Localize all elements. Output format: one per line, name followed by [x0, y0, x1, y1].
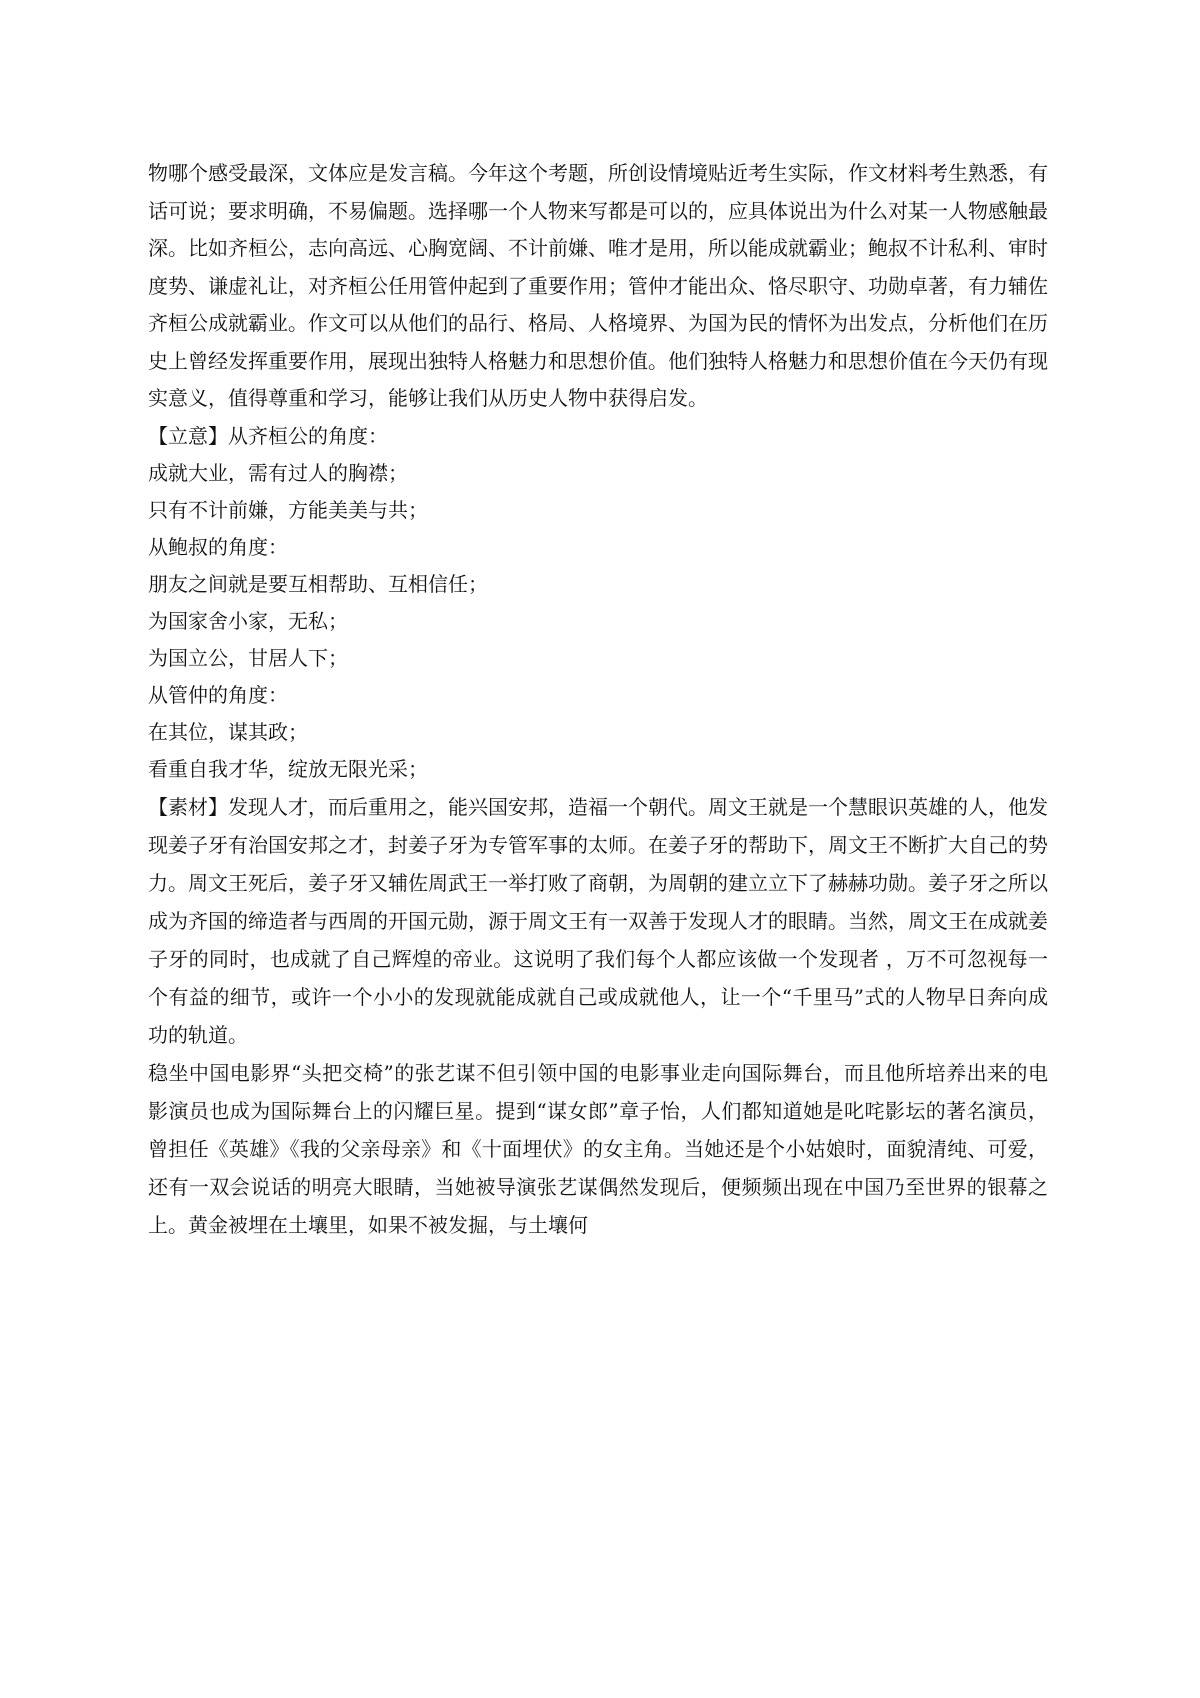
document-page: [148, 155, 1048, 1244]
liyi-subheading-baoshu: 从鲍叔的角度：: [148, 534, 288, 559]
liyi-heading: 【立意】从齐桓公的角度：: [148, 423, 388, 448]
liyi-line: 成就大业，需有过人的胸襟；: [148, 460, 408, 485]
liyi-line: 在其位，谋其政；: [148, 719, 308, 744]
sucai-paragraph-1: 【素材】发现人才，而后重用之，能兴国安邦，造福一个朝代。周文王就是一个慧眼识英雄的人，他发现姜子牙有治国安邦之才，封姜子牙为专管军事的太师。在姜子牙的帮助下，周文王不断扩大自己的势力。周文王死后，姜子牙又辅佐周武王一举打败了商朝，为周朝的建立立下了赫赫功勋。姜子牙之所以成为齐国的缔造者与西周的开国元勋，源于周文王有一双善于发现人才的眼睛。当然，周文王在成就姜子牙的同时，也成就了自己辉煌的帝业。这说明了我们每个人都应该做一个发现者 ，万不可忽视每一个有益的细节，或许一个小小的发现就能成就自己或成就他人，让一个“千里马”式的人物早日奔向成功的轨道。: [148, 794, 1048, 1047]
liyi-subheading-guanzhong: 从管仲的角度：: [148, 682, 288, 707]
liyi-line: 为国家舍小家，无私；: [148, 608, 348, 633]
sucai-paragraph-2: 稳坐中国电影界“头把交椅”的张艺谋不但引领中国的电影事业走向国际舞台，而且他所培养出来的电影演员也成为国际舞台上的闪耀巨星。提到“谋女郎”章子怡，人们都知道她是叱咤影坛的著名演员，曾担任《英雄》《我的父亲母亲》和《十面埋伏》的女主角。当她还是个小姑娘时，面貌清纯、可爱，还有一双会说话的明亮大眼睛，当她被导演张艺谋偶然发现后，便频频出现在中国乃至世界的银幕之上。黄金被埋在土壤里，如果不被发掘，与土壤何: [148, 1060, 1048, 1237]
liyi-line: 为国立公，甘居人下；: [148, 645, 348, 670]
liyi-line: 朋友之间就是要互相帮助、互相信任；: [148, 571, 488, 596]
analysis-paragraph: 物哪个感受最深，文体应是发言稿。今年这个考题，所创设情境贴近考生实际，作文材料考生熟悉，有话可说；要求明确，不易偏题。选择哪一个人物来写都是可以的，应具体说出为什么对某一人物感触最深。比如齐桓公，志向高远、心胸宽阔、不计前嫌、唯才是用，所以能成就霸业；鲍叔不计私利、审时度势、谦虚礼让，对齐桓公任用管仲起到了重要作用；管仲才能出众、恪尽职守、功勋卓著，有力辅佐齐桓公成就霸业。作文可以从他们的品行、格局、人格境界、为国为民的情怀为出发点，分析他们在历史上曾经发挥重要作用，展现出独特人格魅力和思想价值。他们独特人格魅力和思想价值在今天仍有现实意义，值得尊重和学习，能够让我们从历史人物中获得启发。: [148, 161, 1048, 410]
liyi-line: 只有不计前嫌，方能美美与共；: [148, 497, 428, 522]
liyi-line: 看重自我才华，绽放无限光采；: [148, 756, 428, 781]
